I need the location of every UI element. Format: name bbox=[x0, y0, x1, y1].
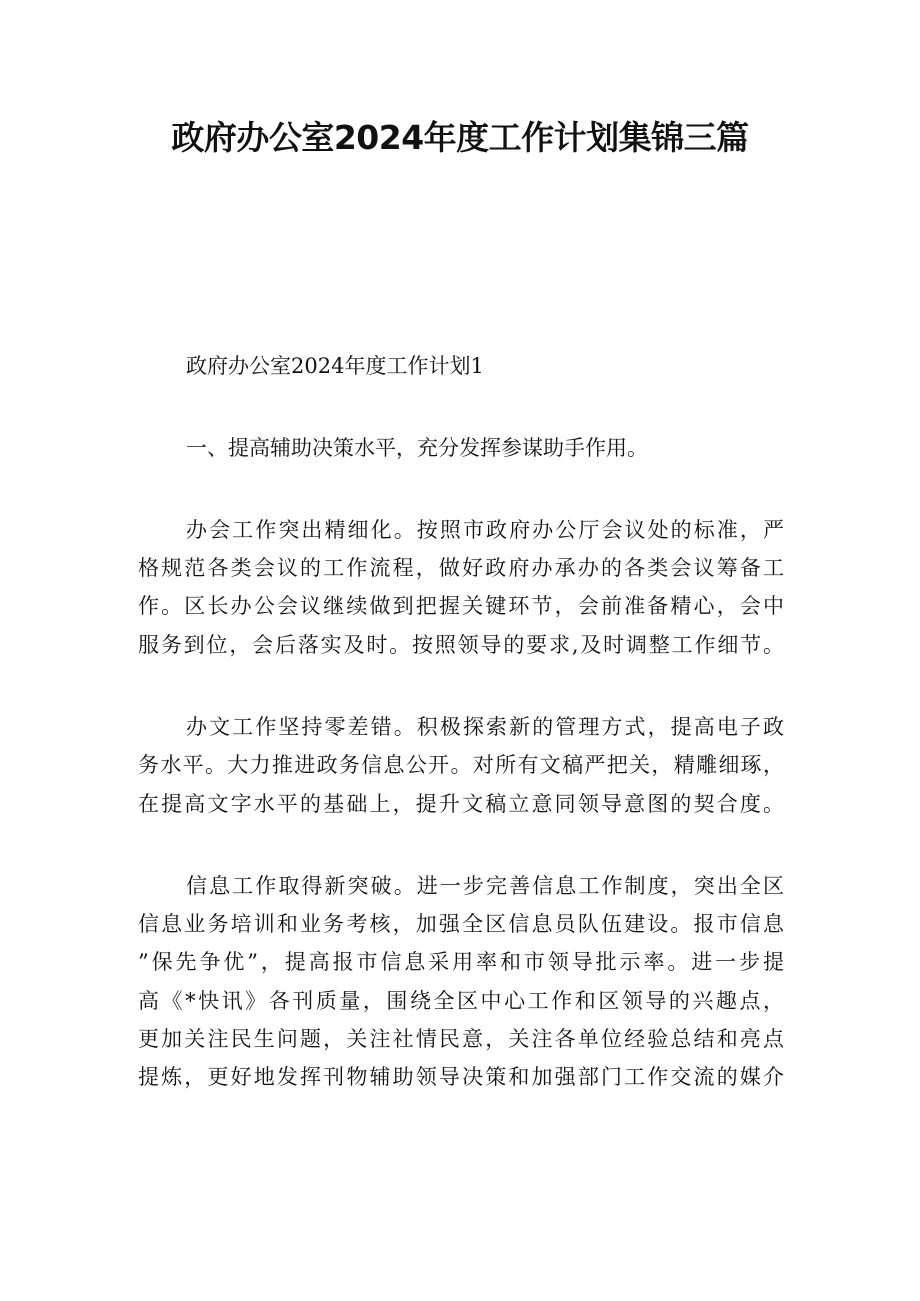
paragraph-information-line: 更加关注民生问题，关注社情民意，关注各单位经验总结和亮点 bbox=[138, 1027, 784, 1051]
plan-subtitle: 政府办公室2024年度工作计划1 bbox=[186, 354, 484, 378]
section-heading: 一、提高辅助决策水平，充分发挥参谋助手作用。 bbox=[186, 436, 648, 460]
document-title: 政府办公室2024年度工作计划集锦三篇 bbox=[171, 118, 749, 157]
paragraph-information-line: 高《*快讯》各刊质量，围绕全区中心工作和区领导的兴趣点， bbox=[138, 989, 784, 1013]
paragraph-meetings-line: 作。区长办公会议继续做到把握关键环节，会前准备精心，会中 bbox=[138, 594, 784, 618]
paragraph-documents-line: 在提高文字水平的基础上，提升文稿立意同领导意图的契合度。 bbox=[138, 792, 784, 816]
paragraph-documents-line: 办文工作坚持零差错。积极探索新的管理方式，提高电子政 bbox=[186, 715, 784, 739]
paragraph-information-line: 提炼，更好地发挥刊物辅助领导决策和加强部门工作交流的媒介 bbox=[138, 1065, 784, 1089]
paragraph-meetings-line: 格规范各类会议的工作流程，做好政府办承办的各类会议筹备工 bbox=[138, 556, 784, 580]
paragraph-information-line: ”保先争优”，提高报市信息采用率和市领导批示率。进一步提 bbox=[138, 950, 784, 974]
paragraph-documents-line: 务水平。大力推进政务信息公开。对所有文稿严把关，精雕细琢， bbox=[138, 753, 784, 777]
paragraph-information-line: 信息业务培训和业务考核，加强全区信息员队伍建设。报市信息 bbox=[138, 912, 784, 936]
paragraph-meetings-line: 办会工作突出精细化。按照市政府办公厅会议处的标准，严 bbox=[186, 518, 784, 542]
paragraph-information-line: 信息工作取得新突破。进一步完善信息工作制度，突出全区 bbox=[186, 874, 784, 898]
paragraph-meetings-line: 服务到位，会后落实及时。按照领导的要求,及时调整工作细节。 bbox=[138, 633, 784, 657]
